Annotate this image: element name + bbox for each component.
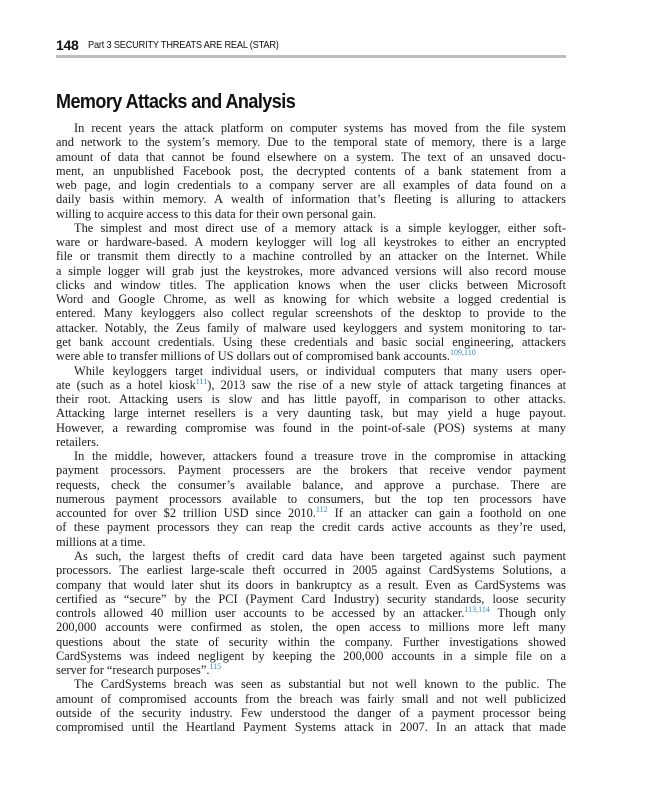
line-text: a simple logger will grab just the keystrokes, more advanced versions will also record mouse [56, 263, 566, 278]
text-line [56, 135, 566, 149]
line-text: clicks and window titles. The application knows when the user clicks between Microsoft [56, 277, 566, 292]
line-text: get bank account credentials. Using these credentials and basic social engineering, attackers [56, 334, 566, 349]
text-line [56, 449, 566, 463]
text-line [56, 150, 566, 164]
text-line [56, 321, 566, 335]
text-line [56, 692, 566, 706]
line-text: questions about the state of security within the company. Further investigations showed [56, 634, 566, 649]
text-line [56, 421, 566, 435]
text-line [56, 578, 566, 592]
text-line [56, 121, 566, 135]
line-text: accounted for over $2 trillion USD since 2010. [56, 506, 316, 521]
line-text: processors. The earliest large-scale theft occurred in 2005 against CardSystems Solutions, a [56, 563, 566, 578]
line-text: entered. Many keyloggers also collect regular screenshots of the desktop to provide to the [56, 306, 566, 321]
line-text: amount of compromised accounts from the breach was fairly small and not well publicized [56, 691, 566, 706]
line-text: ment, an unpublished Facebook post, the decrypted contents of a bank statement from a [56, 163, 566, 178]
line-text: company that would later shut its doors in bankruptcy as a result. Even as CardSystems was [56, 577, 566, 592]
text-line [56, 649, 566, 663]
footnote-reference[interactable]: 115 [209, 662, 222, 672]
text-line [56, 392, 566, 406]
line-text: If an attacker can gain a foothold on one [327, 506, 566, 521]
paragraph [56, 121, 566, 221]
text-line [56, 264, 566, 278]
running-head: Part 3 SECURITY THREATS ARE REAL (STAR) [88, 40, 279, 51]
text-line [56, 278, 566, 292]
line-text: The CardSystems breach was seen as substantial but not well known to the public. The [74, 677, 566, 692]
line-text: amount of data that cannot be found elsewhere on a system. The text of an unsaved docu- [56, 149, 566, 164]
line-text: retailers. [56, 434, 99, 449]
line-text: compromised until the Heartland Payment Systems attack in 2007. In an attack that made [56, 720, 566, 735]
body-text [56, 121, 566, 734]
footnote-reference[interactable]: 112 [315, 505, 328, 515]
text-line [56, 192, 566, 206]
text-line [56, 478, 566, 492]
text-line [56, 720, 566, 734]
text-line [56, 306, 566, 320]
text-line [56, 364, 566, 378]
line-text: web page, and login credentials to a company server are all examples of data found on a [56, 178, 566, 193]
line-text: attacker. Notably, the Zeus family of malware used keyloggers and system monitoring to tar- [56, 320, 566, 335]
line-text: were able to transfer millions of US dollars out of compromised bank accounts. [56, 349, 450, 364]
line-text: millions at a time. [56, 534, 146, 549]
line-text: requests, check the consumer’s available balance, and approve a purchase. There are [56, 477, 566, 492]
line-text: ), 2013 saw the rise of a new style of attack targeting finances at [207, 377, 567, 392]
line-text: numerous payment processors available to consumers, but the top ten processors have [56, 491, 566, 506]
text-line [56, 492, 566, 506]
text-line [56, 349, 566, 363]
footnote-reference[interactable]: 111 [195, 376, 208, 386]
footnote-reference[interactable]: 113,114 [464, 605, 490, 615]
line-text: payment processors. Payment processers are the brokers that receive vendor payment [56, 463, 566, 478]
paragraph [56, 221, 566, 364]
paragraph [56, 364, 566, 450]
line-text: The simplest and most direct use of a memory attack is a simple keylogger, either soft- [74, 220, 566, 235]
line-text: ware or hardware-based. A modern keylogger will log all keystrokes to either an encrypted [56, 235, 566, 250]
text-line [56, 406, 566, 420]
text-line [56, 706, 566, 720]
line-text: As such, the largest thefts of credit card data have been targeted against such payment [74, 548, 566, 563]
footnote-reference[interactable]: 109,110 [450, 348, 476, 358]
header-rule [56, 55, 566, 58]
line-text: ate (such as a hotel kiosk [56, 377, 196, 392]
text-line [56, 435, 566, 449]
text-line [56, 378, 566, 392]
line-text: server for “research purposes”. [56, 663, 210, 678]
text-line [56, 249, 566, 263]
text-line [56, 235, 566, 249]
text-line [56, 635, 566, 649]
line-text: Attacking large internet resellers is a very daunting task, but may yield a huge payout. [56, 406, 566, 421]
text-line [56, 221, 566, 235]
text-line [56, 335, 566, 349]
text-line [56, 620, 566, 634]
text-line [56, 677, 566, 691]
line-text: Word and Google Chrome, as well as knowing for which website a logged credential is [56, 292, 566, 307]
line-text: Though only [489, 606, 566, 621]
text-line [56, 663, 566, 677]
line-text: file or transmit them directly to a machine controlled by an attacker on the Internet. While [56, 249, 566, 264]
text-line [56, 207, 566, 221]
text-line [56, 292, 566, 306]
page-number: 148 [56, 37, 79, 53]
line-text: their root. Attacking users is slow and has little payoff, in comparison to other attacks. [56, 392, 566, 407]
line-text: willing to acquire access to this data for their own personal gain. [56, 206, 376, 221]
running-header [56, 37, 566, 53]
text-line [56, 535, 566, 549]
line-text: However, a rewarding compromise was found in the point-of-sale (POS) systems at many [56, 420, 566, 435]
line-text: certified as “secure” by the PCI (Payment Card Industry) security standards, loose security [56, 591, 566, 606]
text-line [56, 563, 566, 577]
line-text: and network to the system’s memory. Due to the temporal state of memory, there is a large [56, 135, 566, 150]
paragraph [56, 677, 566, 734]
line-text: controls allowed 40 million user accounts to be accessed by an attacker. [56, 606, 465, 621]
text-line [56, 463, 566, 477]
line-text: 200,000 accounts were confirmed as stolen, the open access to millions more left many [56, 620, 566, 635]
line-text: of these payment processors they can reap the credit cards active accounts as they’re used, [56, 520, 566, 535]
line-text: daily basis within memory. A wealth of information that’s fleeting is alluring to attackers [56, 192, 566, 207]
line-text: outside of the security industry. Few understood the danger of a payment processor being [56, 705, 566, 720]
text-line [56, 506, 566, 520]
text-line [56, 164, 566, 178]
text-line [56, 520, 566, 534]
paragraph [56, 449, 566, 549]
line-text: In the middle, however, attackers found a treasure trove in the compromise in attacking [74, 449, 566, 464]
line-text: In recent years the attack platform on computer systems has moved from the file system [74, 121, 566, 135]
line-text: CardSystems was indeed negligent by keeping the 200,000 accounts in a simple file on a [56, 648, 566, 663]
section-title: Memory Attacks and Analysis [56, 91, 296, 113]
text-line [56, 606, 566, 620]
text-line [56, 178, 566, 192]
paragraph [56, 549, 566, 677]
text-line [56, 592, 566, 606]
text-line [56, 549, 566, 563]
line-text: While keyloggers target individual users, or individual computers that many users oper- [74, 363, 566, 378]
